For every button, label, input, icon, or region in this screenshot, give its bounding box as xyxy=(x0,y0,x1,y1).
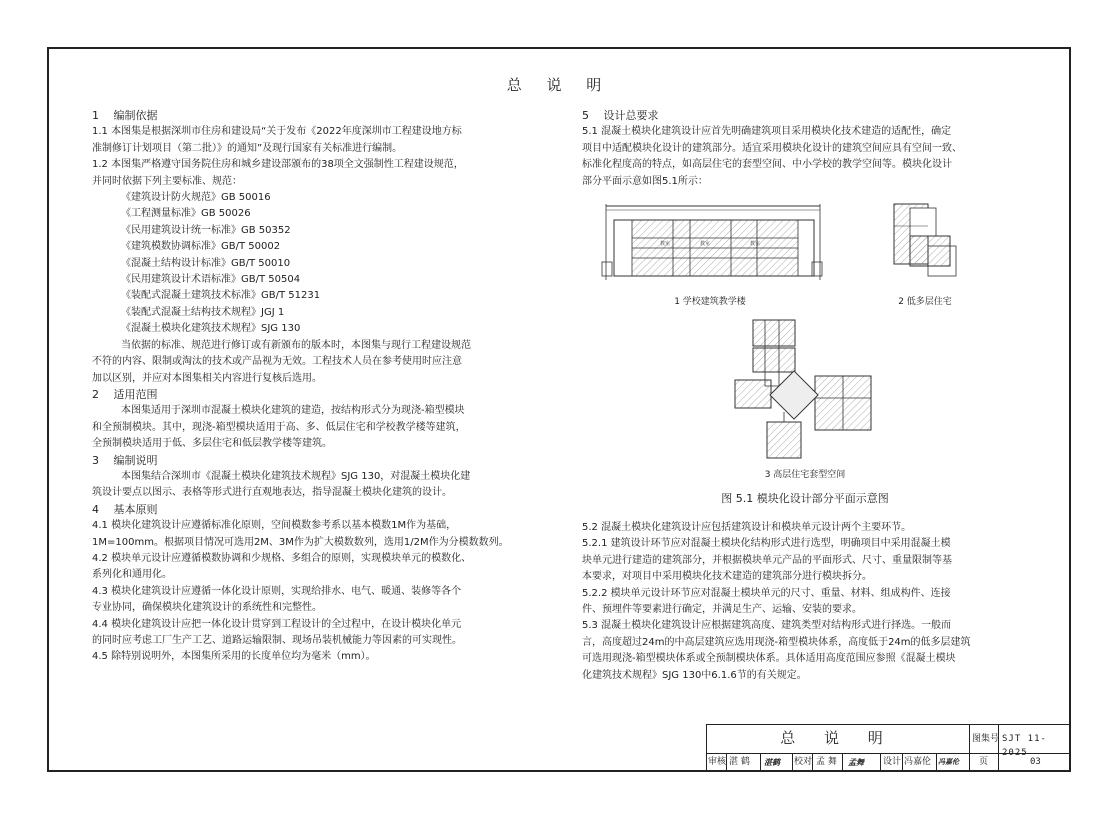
text-line: 《装配式混凝土建筑技术标准》GB/T 51231 xyxy=(121,290,321,302)
text-line: 1M=100mm。根据项目情况可选用2M、3M作为扩大模数数列，选用1/2M作为分模数数列。 xyxy=(92,536,509,548)
text-line: 不符的内容、限制或淘汰的技术或产品视为无效。工程技术人员在参考使用时应注意 xyxy=(92,356,462,368)
atlas-number: SJT 11-2025 xyxy=(1002,734,1047,758)
section-heading: 3 编制说明 xyxy=(92,453,158,467)
text-line: 《民用建筑设计术语标准》GB/T 50504 xyxy=(121,274,301,286)
left-column xyxy=(92,108,552,666)
right-column-top xyxy=(582,108,1042,190)
review-signature: 湛鹤 xyxy=(764,757,780,767)
text-line: 《混凝土模块化建筑技术规程》SJG 130 xyxy=(121,323,301,335)
design-label: 设计 xyxy=(883,757,902,767)
high-rise-unit-plan xyxy=(733,316,878,462)
text-line: 5.2.2 模块单元设计环节应对混凝土模块单元的尺寸、重量、材料、组成构件、连接 xyxy=(582,587,951,599)
text-line: 块单元进行建造的建筑部分，并根据模块单元产品的平面形式、尺寸、重量限制等基 xyxy=(582,554,952,566)
review-name: 湛 鹤 xyxy=(729,757,750,767)
text-line: 的同时应考虑工厂生产工艺、道路运输限制、现场吊装机械能力等因素的可实现性。 xyxy=(92,635,462,646)
title-block xyxy=(706,724,1070,771)
text-line: 言，高度超过24m的中高层建筑应选用现浇-箱型模块体系，高度低于24m的低多层建筑 xyxy=(582,636,971,648)
text-line: 件、预埋件等要素进行确定，并满足生产、运输、安装的要求。 xyxy=(582,604,862,616)
text-line: 《装配式混凝土结构技术规程》JGJ 1 xyxy=(121,306,285,318)
check-name: 孟 舞 xyxy=(816,757,837,767)
text-line: 标准化程度高的特点，如高层住宅的套型空间、中小学校的教学空间等。模块化设计 xyxy=(582,159,952,171)
text-line: 《工程测量标准》GB 50026 xyxy=(121,208,251,220)
text-line: 并同时依据下列主要标准、规范： xyxy=(92,175,242,187)
text-line: 《混凝土结构设计标准》GB/T 50010 xyxy=(121,257,291,269)
right-column-bottom xyxy=(582,520,1042,684)
section-heading: 1 编制依据 xyxy=(92,109,158,122)
check-signature: 孟舞 xyxy=(848,757,864,767)
text-line: 准制修订计划项目（第二批）》的通知”及现行国家有关标准进行编制。 xyxy=(92,142,403,154)
design-name: 冯嘉伦 xyxy=(904,757,932,767)
text-line: 项目中适配模块化设计的建筑部分。适宜采用模块化设计的建筑空间应具有空间一致、 xyxy=(582,142,962,154)
text-line: 可选用现浇-箱型模块体系或全预制模块体系。具体适用高度范围应参照《混凝土模块 xyxy=(582,653,956,665)
section-heading: 5 设计总要求 xyxy=(582,109,659,122)
text-line: 1.1 本图集是根据深圳市住房和建设局“关于发布《2022年度深圳市工程建设地方标 xyxy=(92,126,462,138)
text-line: 和全预制模块。其中，现浇-箱型模块适用于高、多、低层住宅和学校教学楼等建筑， xyxy=(92,421,466,433)
page-label: 页 xyxy=(979,757,989,767)
room-label: 教室 xyxy=(750,241,761,247)
section-heading: 4 基本原则 xyxy=(92,502,158,516)
text-line: 5.3 混凝土模块化建筑设计应根据建筑高度、建筑类型对结构形式进行择选。一般而 xyxy=(582,620,952,632)
text-line: 本要求，对项目中采用模块化技术建造的建筑部分进行模块拆分。 xyxy=(582,571,872,583)
check-label: 校对 xyxy=(794,757,813,767)
atlas-number-label: 图集号 xyxy=(972,734,1000,744)
figure-caption-2: 2 低多层住宅 xyxy=(898,297,952,307)
page-number: 03 xyxy=(1030,757,1041,767)
text-line: 化建筑技术规程》SJG 130中6.1.6节的有关规定。 xyxy=(582,669,807,681)
school-building-plan xyxy=(600,198,825,288)
text-line: 筑设计要点以图示、表格等形式进行直观地表达，指导混凝土模块化建筑的设计。 xyxy=(92,487,452,499)
figure-caption-3: 3 高层住宅套型空间 xyxy=(764,470,846,480)
figure-title: 图 5.1 模块化设计部分平面示意图 xyxy=(721,492,889,505)
text-line: 《建筑设计防火规范》GB 50016 xyxy=(121,192,271,204)
text-line: 4.4 模块化建筑设计应把一体化设计贯穿到工程设计的全过程中，在设计模块化单元 xyxy=(92,618,462,630)
title-block-name: 总 说 明 xyxy=(780,729,895,747)
text-line: 本图集适用于深圳市混凝土模块化建筑的建造，按结构形式分为现浇-箱型模块 xyxy=(121,405,465,417)
text-line: 本图集结合深圳市《混凝土模块化建筑技术规程》SJG 130，对混凝土模块化建 xyxy=(121,470,471,482)
review-label: 审核 xyxy=(708,757,727,767)
room-label: 教室 xyxy=(660,241,671,247)
text-line: 系列化和通用化。 xyxy=(92,569,172,581)
text-line: 4.2 模块单元设计应遵循模数协调和少规格、多组合的原则，实现模块单元的模数化、 xyxy=(92,552,472,564)
section-heading: 2 适用范围 xyxy=(92,387,158,401)
text-line: 加以区别，并应对本图集相关内容进行复核后选用。 xyxy=(92,372,322,384)
low-rise-housing-plan xyxy=(886,200,966,282)
text-line: 全预制模块适用于低、多层住宅和低层教学楼等建筑。 xyxy=(92,438,332,450)
figure-caption-1: 1 学校建筑教学楼 xyxy=(674,297,746,307)
text-line: 专业协同，确保模块化建筑设计的系统性和完整性。 xyxy=(92,602,322,614)
text-line: 5.2 混凝土模块化建筑设计应包括建筑设计和模块单元设计两个主要环节。 xyxy=(582,522,912,533)
text-line: 4.5 除特别说明外，本图集所采用的长度单位均为毫米（mm）。 xyxy=(92,651,376,663)
text-line: 5.1 混凝土模块化建筑设计应首先明确建筑项目采用模块化技术建造的适配性，确定 xyxy=(582,126,952,138)
text-line: 《建筑模数协调标准》GB/T 50002 xyxy=(121,241,281,253)
text-line: 4.1 模块化建筑设计应遵循标准化原则，空间模数参考系以基本模数1M作为基础， xyxy=(92,520,457,532)
text-line: 《民用建筑设计统一标准》GB 50352 xyxy=(121,224,291,236)
text-line: 5.2.1 建筑设计环节应对混凝土模块化结构形式进行选型，明确项目中采用混凝土模 xyxy=(582,538,951,550)
room-label: 教室 xyxy=(700,241,711,247)
text-line: 当依据的标准、规范进行修订或有新颁布的版本时，本图集与现行工程建设规范 xyxy=(121,339,471,351)
text-line: 4.3 模块化建筑设计应遵循一体化设计原则，实现给排水、电气、暖通、装修等各个 xyxy=(92,585,462,597)
text-line: 部分平面示意如图5.1所示： xyxy=(582,175,708,187)
page-title: 总 说 明 xyxy=(506,76,612,94)
design-signature: 冯嘉伦 xyxy=(938,757,959,766)
text-line: 1.2 本图集严格遵守国务院住房和城乡建设部颁布的38项全文强制性工程建设规范， xyxy=(92,159,464,171)
